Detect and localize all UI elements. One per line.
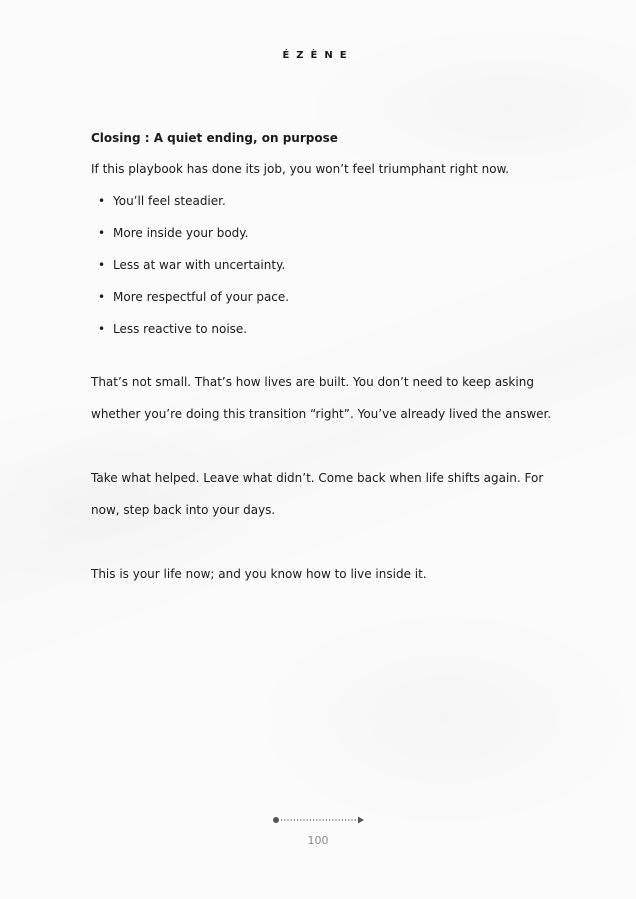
- body-paragraph: Take what helped. Leave what didn’t. Come back when life shifts again. For now, step back into your days.: [91, 471, 544, 517]
- page-number: 100: [307, 834, 329, 847]
- bullet-item: • More inside your body.: [91, 224, 561, 256]
- page-content: [91, 130, 561, 590]
- intro-paragraph: If this playbook has done its job, you won’t feel triumphant right now.: [91, 162, 510, 176]
- dotted-arrow-icon: [272, 815, 366, 825]
- bullet-item: • More respectful of your pace.: [91, 288, 561, 320]
- bullet-list: [91, 192, 561, 352]
- body-paragraph: That’s not small. That’s how lives are built. You don’t need to keep asking whether you’re doing this transition “right”. You’ve already lived the answer.: [91, 375, 552, 421]
- brand-logo: ÉZÈNE: [282, 50, 354, 61]
- bullet-item: • Less at war with uncertainty.: [91, 256, 561, 288]
- bullet-item: • Less reactive to noise.: [91, 320, 561, 352]
- body-paragraph: This is your life now; and you know how to live inside it.: [91, 567, 427, 581]
- section-heading: Closing : A quiet ending, on purpose: [91, 131, 338, 145]
- bullet-item: • You’ll feel steadier.: [91, 192, 561, 224]
